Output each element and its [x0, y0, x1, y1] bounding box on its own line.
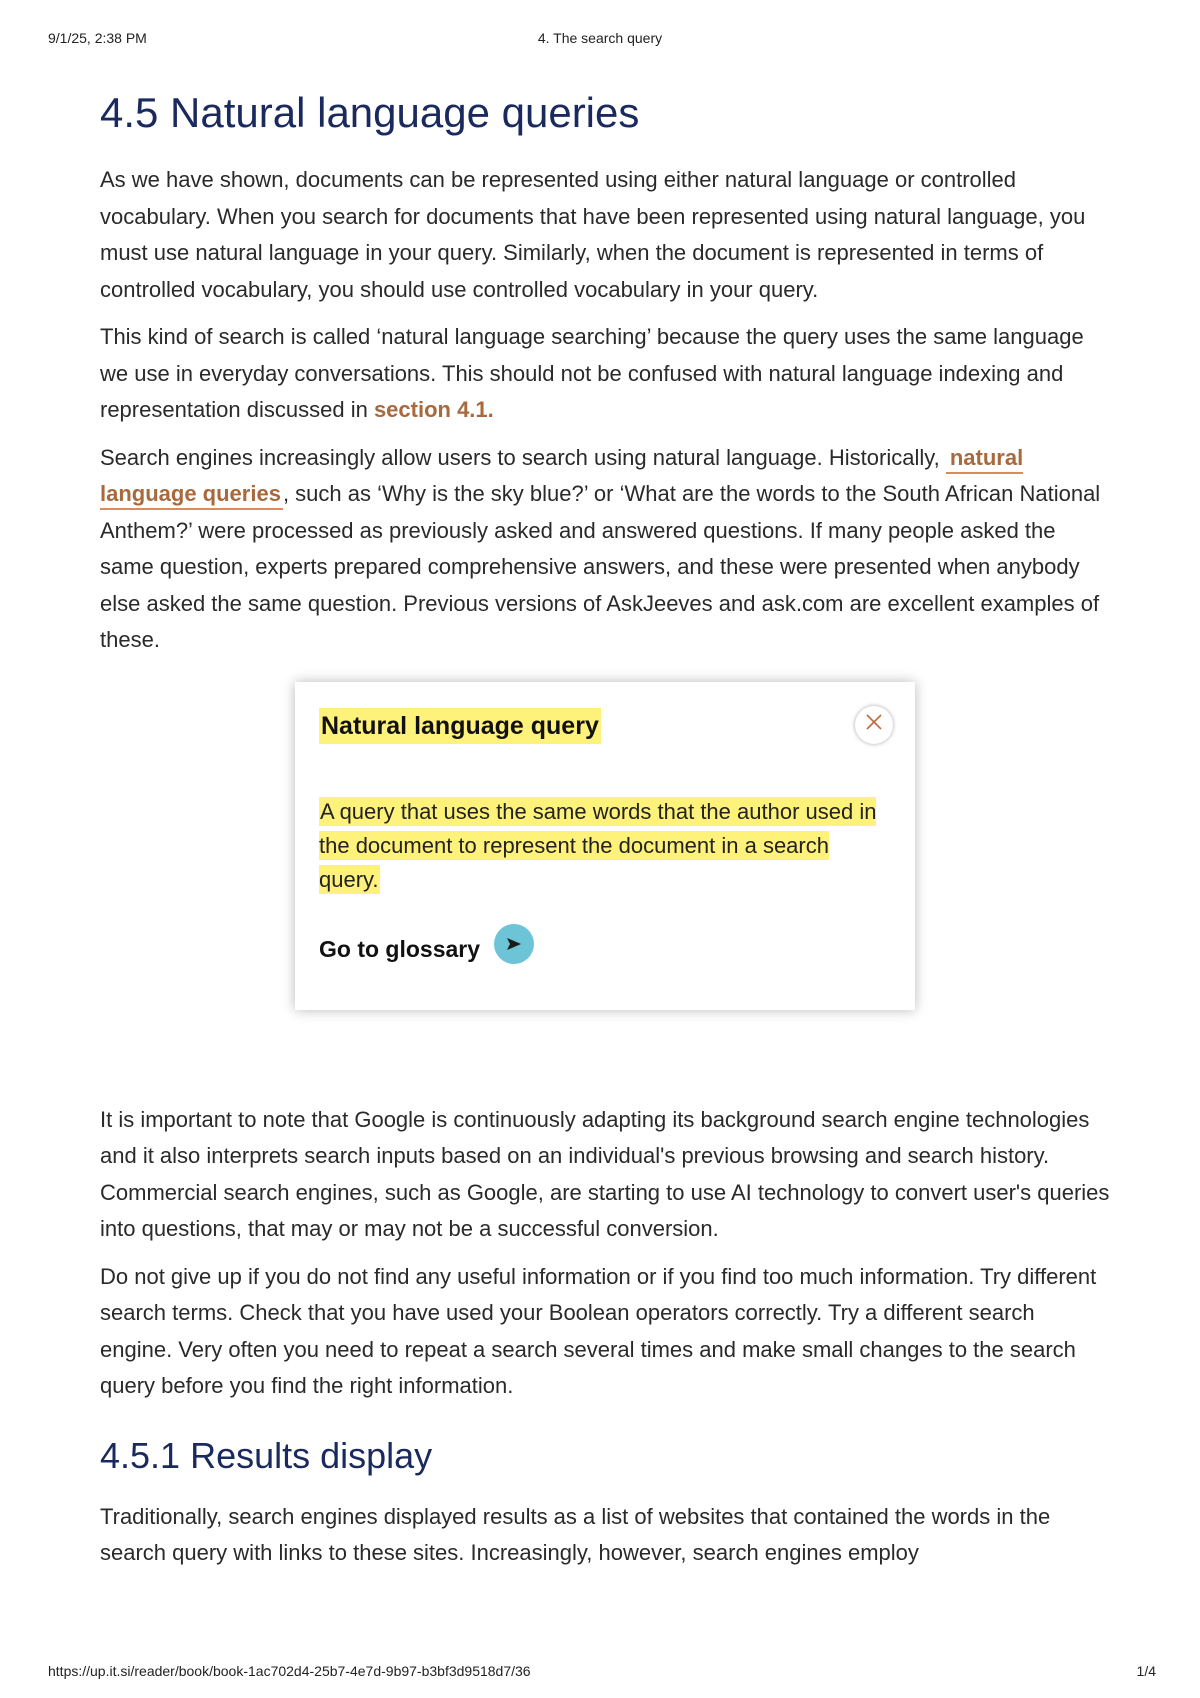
section-4-1-link[interactable]: section 4.1.	[373, 397, 494, 422]
paragraph-3-text-end: , such as ‘Why is the sky blue?’ or ‘What are the words to the South African National Anthem?’ were processed as previously asked and answered questions. If many people asked the same question, experts prepared comprehensive answers, and these were presented when anybody else asked the same question. Previous versions of AskJeeves and ask.com are excellent examples of these.	[100, 481, 1101, 652]
glossary-term: Natural language query	[319, 708, 601, 744]
close-icon	[864, 712, 884, 737]
paragraph-2-text: This kind of search is called ‘natural language searching’ because the query uses the same language we use in everyday conversations. This should not be confused with natural language indexing and representation discussed in	[100, 324, 1084, 422]
glossary-popup-area	[100, 682, 1110, 1102]
glossary-definition	[319, 795, 879, 897]
close-button[interactable]	[855, 706, 893, 744]
print-footer	[0, 1663, 1200, 1683]
arrow-right-icon[interactable]	[494, 924, 534, 964]
paragraph-2	[100, 319, 1110, 429]
print-url: https://up.it.si/reader/book/book-1ac702d4-25b7-4e7d-9b97-b3bf3d9518d7/36	[48, 1663, 531, 1679]
page-indicator: 1/4	[1136, 1663, 1156, 1679]
print-doc-title: 4. The search query	[537, 30, 663, 46]
paragraph-3	[100, 440, 1110, 659]
subsection-title: 4.5.1 Results display	[100, 1434, 433, 1476]
paragraph-1: As we have shown, documents can be represented using either natural language or controlled vocabulary. When you search for documents that have been represented using natural language, you must use natural language in your query. Similarly, when the document is represented in terms of controlled vocabulary, you should use controlled vocabulary in your query.	[100, 167, 1086, 302]
subsection-paragraph-1: Traditionally, search engines displayed results as a list of websites that contained the words in the search query with links to these sites. Increasingly, however, search engines employ	[100, 1503, 1051, 1565]
section-title: 4.5 Natural language queries	[100, 89, 640, 136]
paragraph-5: Do not give up if you do not find any useful information or if you find too much information. Try different search terms. Check that you have used your Boolean operators correctly. Try a different search engine. Very often you need to repeat a search several times and make small changes to the search query before you find the right information.	[100, 1263, 1097, 1398]
print-header	[0, 30, 1200, 50]
go-to-glossary-label: Go to glossary	[319, 936, 481, 962]
paragraph-4: It is important to note that Google is continuously adapting its background search engine technologies and it also interprets search inputs based on an individual's previous browsing and search history. Commercial search engines, such as Google, are starting to use AI technology to convert user's queries into questions, that may or may not be a successful conversion.	[100, 1106, 1110, 1241]
paragraph-3-text-start: Search engines increasingly allow users to search using natural language. Historically,	[100, 444, 946, 470]
reader-content	[100, 86, 1110, 1583]
print-date: 9/1/25, 2:38 PM	[48, 30, 147, 46]
glossary-term-link[interactable]: natural language queries	[100, 445, 1023, 511]
glossary-definition-text: A query that uses the same words that the author used in the document to represent the document in a search query.	[319, 798, 877, 892]
glossary-popup	[295, 682, 915, 1010]
go-to-glossary-button[interactable]	[319, 928, 534, 972]
